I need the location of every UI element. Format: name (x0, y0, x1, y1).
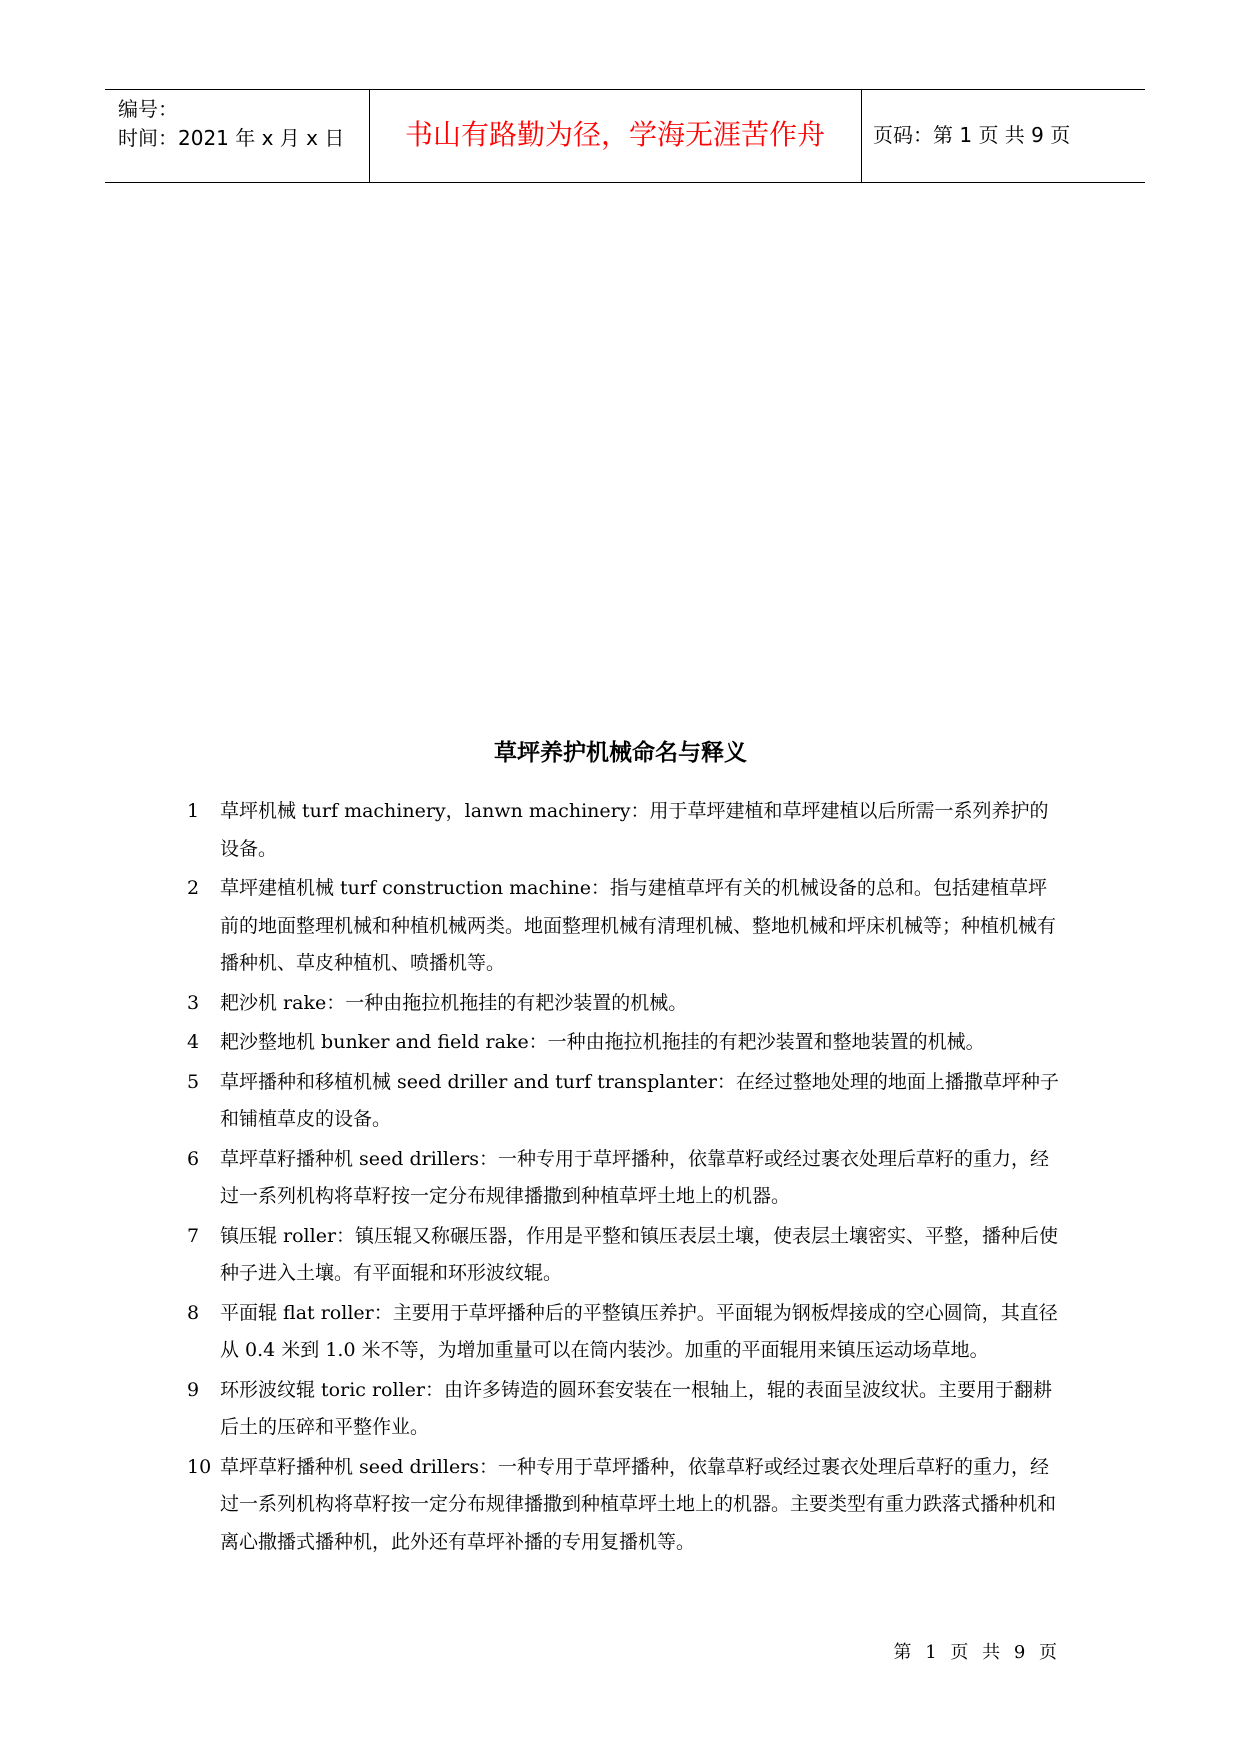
definition-item (187, 1218, 1063, 1293)
definition-list (187, 793, 1063, 1563)
definition-number: 2 (187, 877, 200, 899)
definition-number: 8 (187, 1301, 200, 1324)
definition-text: 草坪建植机械 turf construction machine：指与建植草坪有关的机械设备的总和。包括建植草坪前的地面整理机械和种植机械两类。地面整理机械有清理机械、整地机械和坪床机械等；种植机械有播种机、草皮种植机、喷播机等。 (220, 877, 1057, 974)
definition-text: 镇压辊 roller：镇压辊又称碾压器，作用是平整和镇压表层土壤，使表层土壤密实、平整，播种后使种子进入土壤。有平面辊和环形波纹辊。 (220, 1224, 1059, 1284)
definition-text: 平面辊 flat roller：主要用于草坪播种后的平整镇压养护。平面辊为钢板焊接成的空心圆筒，其直径从 0.4 米到 1.0 米不等，为增加重量可以在筒内装沙。加重的平面辊用来镇压运动场草地。 (220, 1301, 1058, 1361)
definition-text: 耙沙机 rake：一种由拖拉机拖挂的有耙沙装置的机械。 (220, 991, 688, 1014)
definition-number: 5 (187, 1070, 200, 1093)
document-date-label: 时间：2021 年 x 月 x 日 (118, 126, 345, 150)
page-header (105, 89, 1145, 183)
definition-text: 草坪机械 turf machinery，lanwn machinery：用于草坪建植和草坪建植以后所需一系列养护的设备。 (220, 800, 1049, 860)
document-title: 草坪养护机械命名与释义 (494, 740, 747, 766)
definition-item (187, 1064, 1063, 1139)
definition-text: 草坪草籽播种机 seed drillers：一种专用于草坪播种，依靠草籽或经过裹衣处理后草籽的重力，经过一系列机构将草籽按一定分布规律播撒到种植草坪土地上的机器。 (220, 1147, 1050, 1207)
header-meta (118, 95, 344, 153)
header-divider-right (861, 90, 862, 182)
definition-text: 草坪草籽播种机 seed drillers：一种专用于草坪播种，依靠草籽或经过裹衣处理后草籽的重力，经过一系列机构将草籽按一定分布规律播撒到种植草坪土地上的机器。主要类型有重力跌落式播种机和离心撒播式播种机，此外还有草坪补播的专用复播机等。 (220, 1455, 1057, 1553)
definition-text: 环形波纹辊 toric roller：由许多铸造的圆环套安装在一根轴上，辊的表面呈波纹状。主要用于翻耕后土的压碎和平整作业。 (220, 1378, 1052, 1438)
definition-number: 1 (187, 800, 200, 822)
definition-number: 10 (187, 1455, 212, 1478)
definition-text: 草坪播种和移植机械 seed driller and turf transplanter：在经过整地处理的地面上播撒草坪种子和铺植草皮的设备。 (220, 1070, 1059, 1130)
document-number-label: 编号： (118, 97, 178, 121)
definition-item (187, 1449, 1063, 1562)
definition-item (187, 1024, 1063, 1062)
definition-number: 4 (187, 1031, 200, 1053)
definition-number: 7 (187, 1224, 200, 1247)
definition-item (187, 985, 1063, 1023)
definition-item (187, 870, 1063, 983)
definition-item (187, 1141, 1063, 1216)
definition-text: 耙沙整地机 bunker and field rake：一种由拖拉机拖挂的有耙沙装置和整地装置的机械。 (220, 1031, 985, 1053)
page-footer: 第 1 页 共 9 页 (893, 1642, 1061, 1663)
definition-number: 3 (187, 991, 200, 1014)
definition-number: 9 (187, 1378, 200, 1401)
header-motto: 书山有路勤为径，学海无涯苦作舟 (404, 118, 825, 151)
definition-number: 6 (187, 1147, 200, 1170)
header-page-info: 页码：第 1 页 共 9 页 (873, 123, 1071, 147)
definition-item (187, 793, 1063, 868)
definition-item (187, 1372, 1063, 1447)
definition-item (187, 1295, 1063, 1370)
